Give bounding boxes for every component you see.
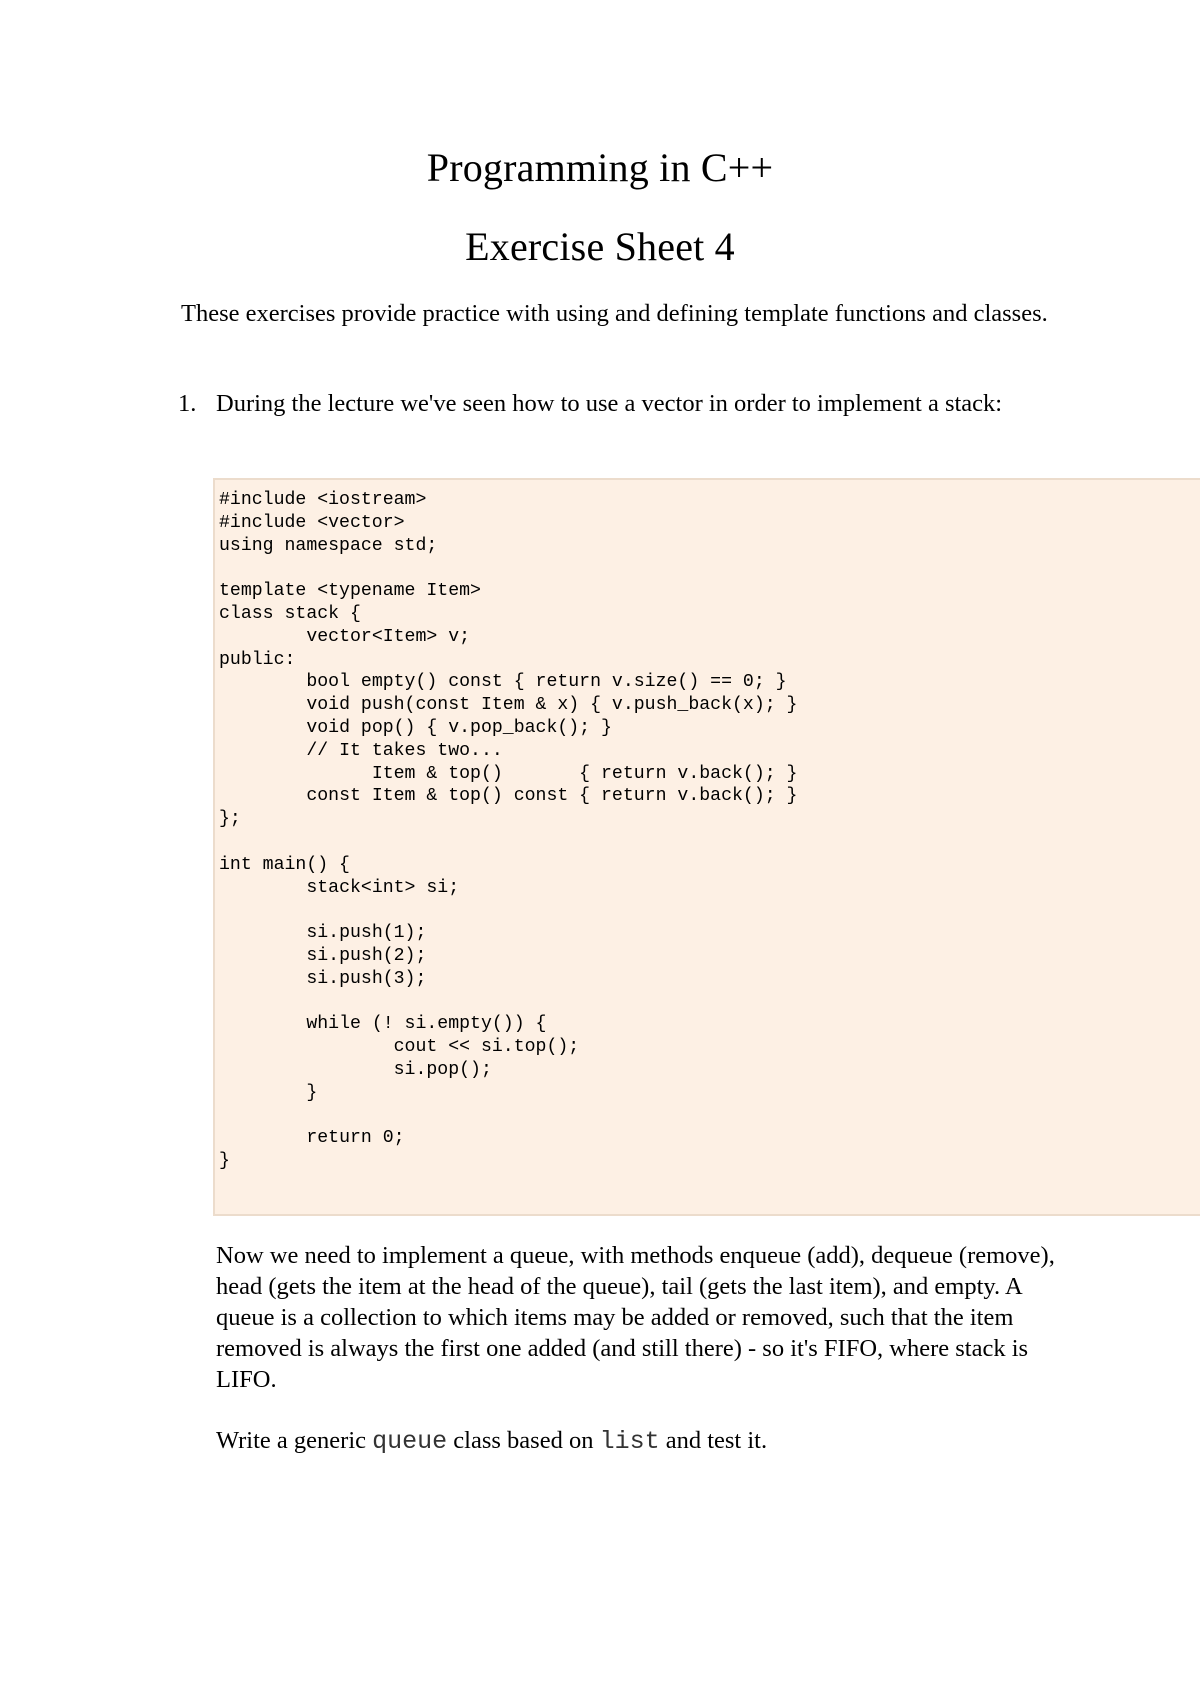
code-listing: #include <iostream> #include <vector> using namespace std; template <typename Item> class stack { vector<Item> v; public: bool empty() const { return v.size() == 0; } void push(const Item & x) { v.push_back(x); } void pop() { v.pop_back(); } // It takes two... Item & top() { return v.back(); } const Item & top() const { return v.back(); } }; int main() { stack<int> si; si.push(1); si.push(2); si.push(3); while (! si.empty()) { cout << si.top(); si.pop(); } return 0; } <box>219 490 798 1172</box>
page-title: Programming in C++ <box>426 145 774 190</box>
code-block <box>213 478 1200 1216</box>
task-suffix: and test it. <box>659 1427 768 1454</box>
task-code-list: list <box>599 1427 660 1456</box>
task-prefix: Write a generic <box>216 1427 373 1454</box>
task-middle: class based on <box>447 1427 600 1454</box>
page-subtitle: Exercise Sheet 4 <box>465 224 735 269</box>
queue-description: Now we need to implement a queue, with methods enqueue (add), dequeue (remove), head (gets the item at the head of the queue), tail (gets the last item), and empty. A queue is a collection to which items may be added or removed, such that the item removed is always the first one added (and still there) - so it's FIFO, where stack is LIFO. <box>216 1242 1055 1393</box>
exercise-text: During the lecture we've seen how to use a vector in order to implement a stack: <box>216 390 1003 417</box>
task-paragraph <box>216 1425 1066 1457</box>
exercise-number: 1. <box>178 390 197 417</box>
task-code-queue: queue <box>372 1427 448 1456</box>
intro-paragraph: These exercises provide practice with using and defining template functions and classes. <box>181 300 1048 327</box>
